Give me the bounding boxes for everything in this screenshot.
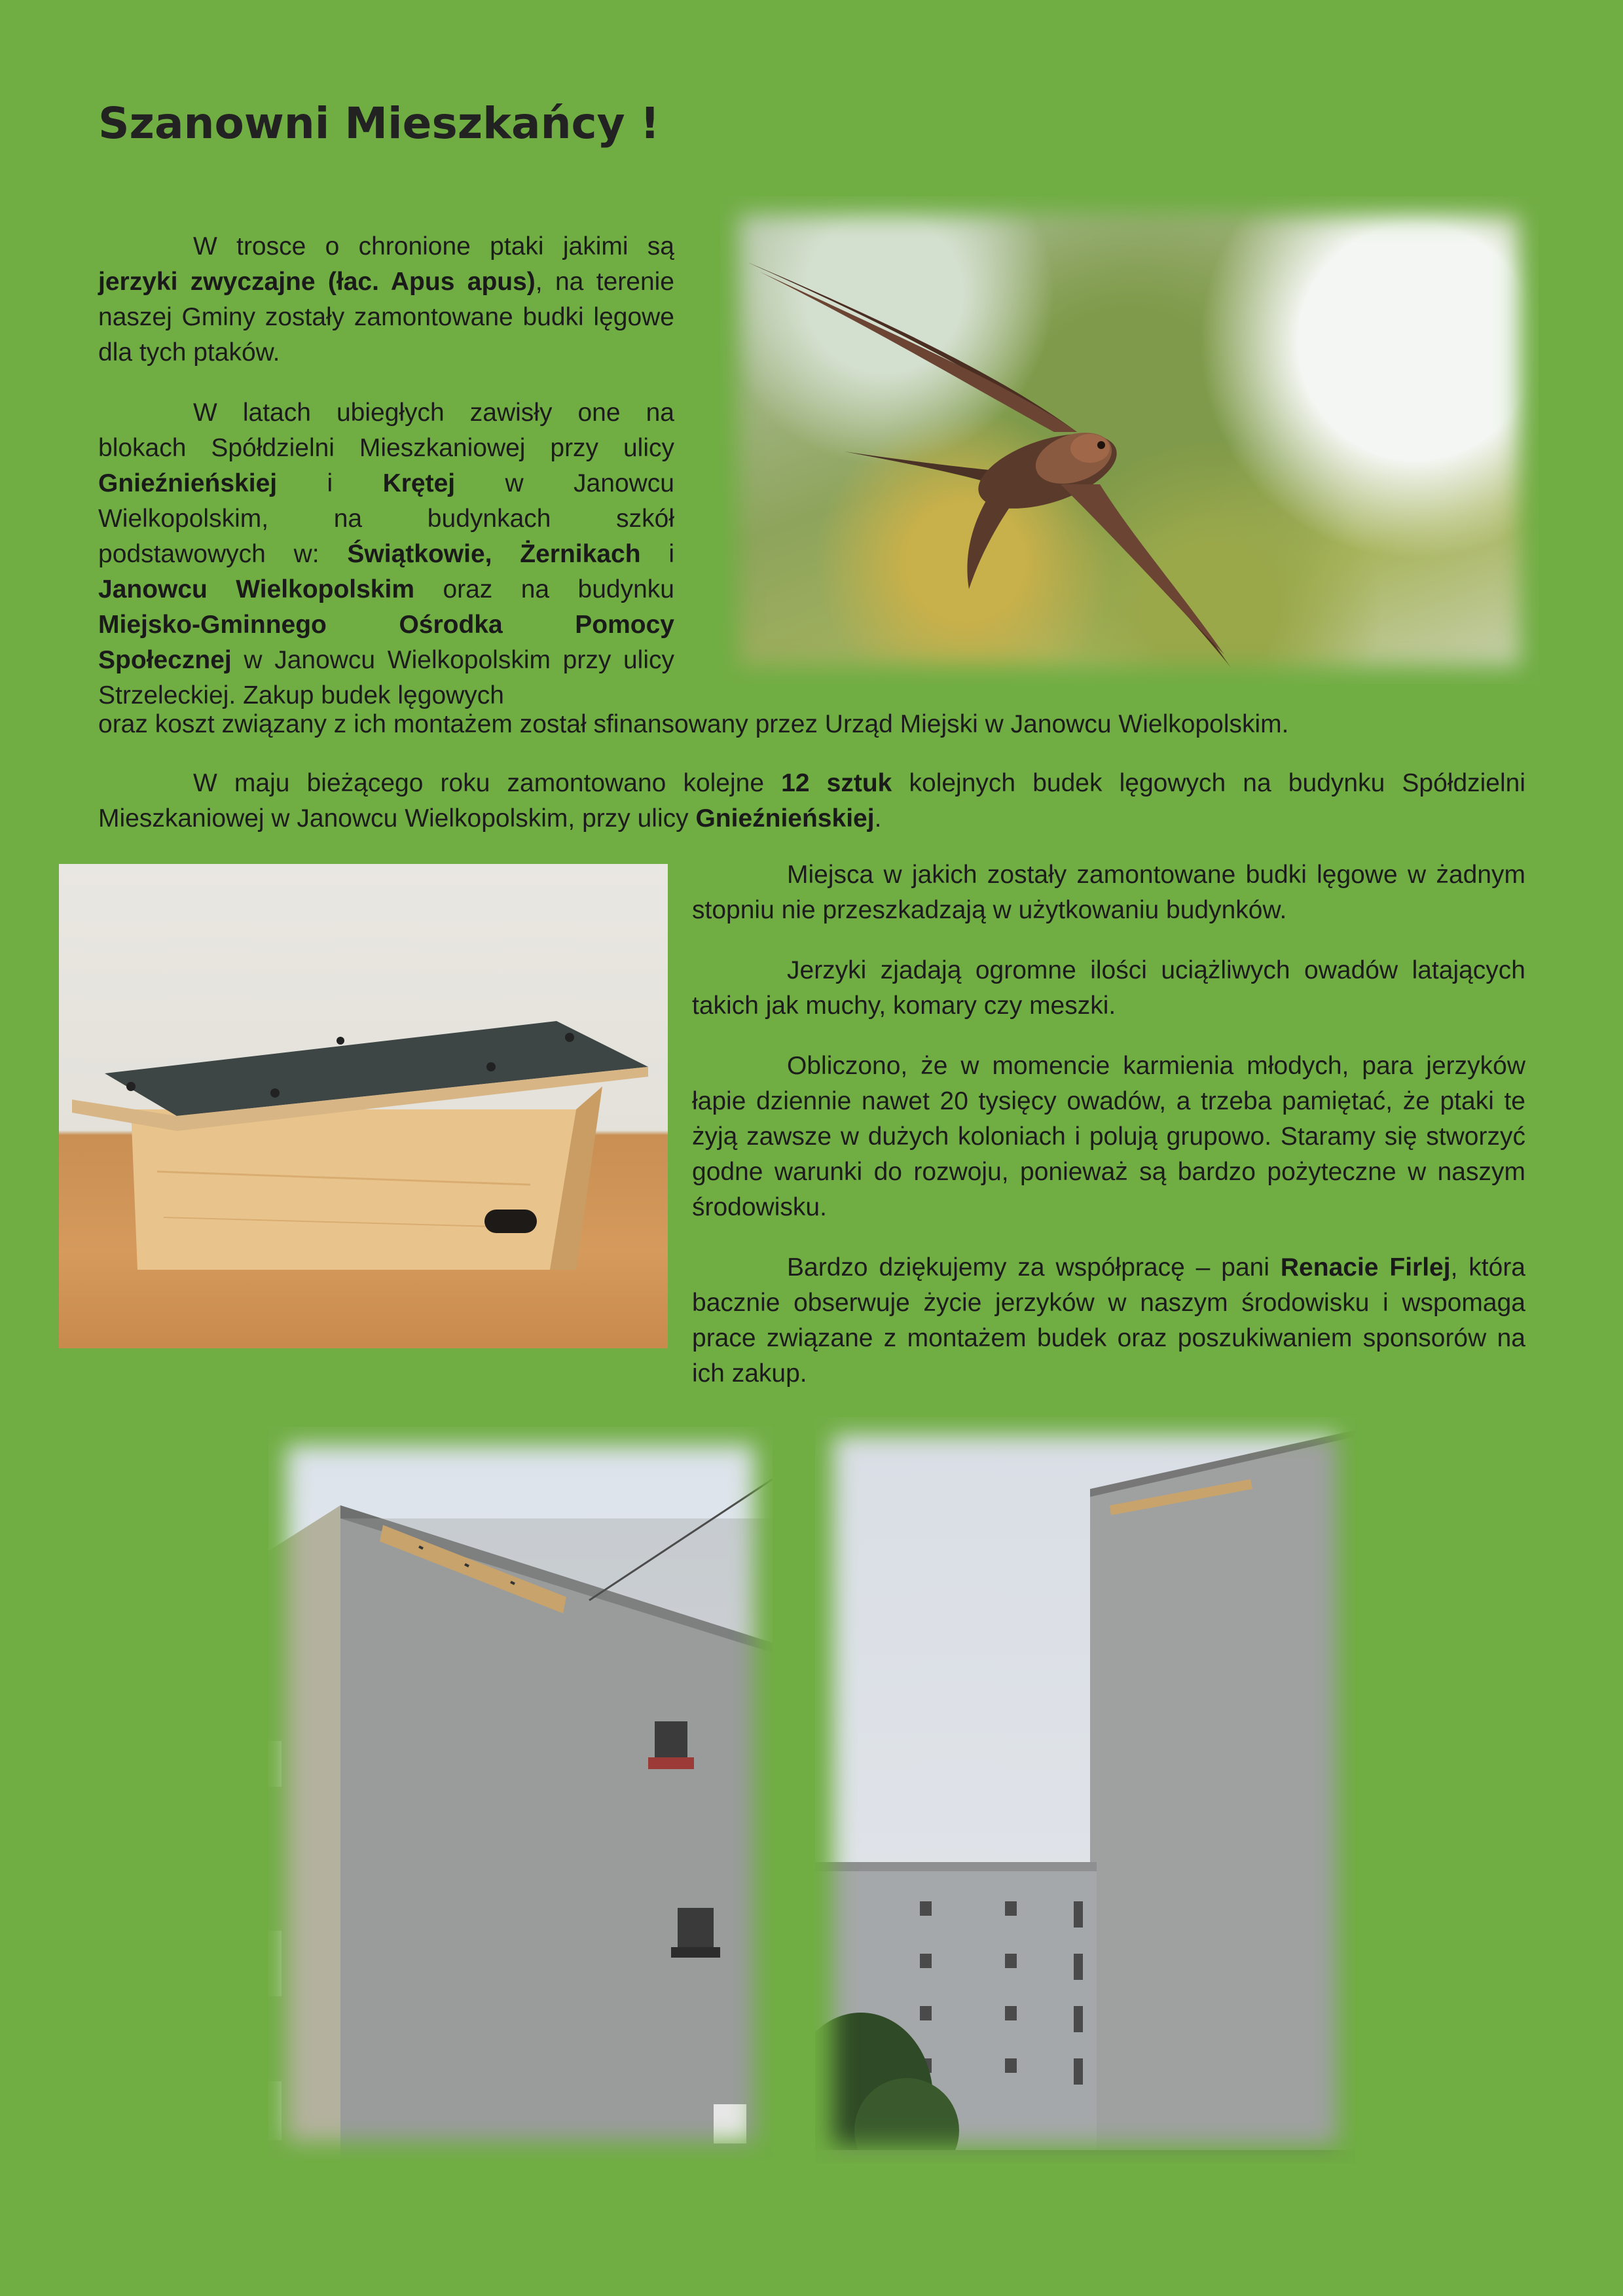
text-span: w Janowcu Wielkopolskim, na budynkach szkół podstawowych w: <box>98 469 674 568</box>
intro-paragraph-2 <box>98 395 674 713</box>
bold-species-name: jerzyki zwyczajne (łac. Apus apus) <box>98 268 536 296</box>
text-span: Bardzo dziękujemy za współpracę – pani <box>787 1253 1281 1282</box>
nest-box-photo <box>59 864 668 1348</box>
text-span: W latach ubiegłych zawisły one na blokach Spółdzielni Mieszkaniowej przy ulicy <box>98 399 674 462</box>
thanks-paragraph <box>692 1250 1525 1391</box>
text-span: w Janowcu Wielkopolskim przy ulicy Strzeleckiej. Zakup budek lęgowych <box>98 646 674 709</box>
building-illustration-2 <box>815 1417 1355 2163</box>
bold-institution-name: Miejsko-Gminnego Ośrodka Pomocy Społecznej <box>98 611 674 674</box>
bold-street-name: Gnieźnieńskiej <box>98 469 278 497</box>
intro-column <box>98 229 674 713</box>
building-with-nest-boxes-photo-2 <box>815 1417 1355 2163</box>
bold-place-names: Świątkowie, Żernikach <box>347 540 641 568</box>
building-illustration-1 <box>268 1427 773 2160</box>
text-span: , na terenie naszej Gminy zostały zamontowane budki lęgowe dla tych ptaków. <box>98 268 674 367</box>
info-column <box>692 857 1525 1416</box>
swift-in-flight-photo <box>720 196 1539 684</box>
text-span: i <box>640 540 674 568</box>
page-title: Szanowni Mieszkańcy ! <box>98 98 660 149</box>
bold-person-name: Renacie Firlej <box>1280 1253 1451 1282</box>
intro-paragraph-1 <box>98 229 674 370</box>
text-span: kolejnych budek lęgowych na budynku Spółdzielni Mieszkaniowej w Janowcu Wielkopolskim, przy ulicy <box>98 769 1526 833</box>
info-paragraph-feeding: Obliczono, że w momencie karmienia młodych, para jerzyków łapie dziennie nawet 20 tysięcy owadów, a trzeba pamiętać, że ptaki te żyją zawsze w dużych koloniach i polują grupowo. Staramy się stworzyć godne warunki do rozwoju, ponieważ są bardzo pożyteczne w naszym środowisku. <box>692 1052 1525 1221</box>
info-paragraph-insects: Jerzyki zjadają ogromne ilości uciążliwych owadów latających takich jak muchy, komary czy meszki. <box>692 956 1525 1020</box>
nest-box-illustration <box>59 864 668 1348</box>
bold-place-name: Janowcu Wielkopolskim <box>98 575 415 603</box>
text-span: W trosce o chronione ptaki jakimi są <box>193 232 674 260</box>
text-span: oraz na budynku <box>414 575 674 603</box>
text-span: i <box>277 469 383 497</box>
swift-bird-illustration <box>720 196 1539 684</box>
intro-paragraph-2-continuation: oraz koszt związany z ich montażem został sfinansowany przez Urząd Miejski w Janowcu Wielkopolskim. <box>98 710 1289 738</box>
bold-street-name: Gnieźnieńskiej <box>695 804 875 833</box>
text-span: . <box>874 804 882 833</box>
building-with-nest-boxes-photo-1 <box>268 1427 773 2160</box>
update-paragraph <box>98 766 1525 836</box>
text-span: W maju bieżącego roku zamontowano kolejne <box>193 769 782 797</box>
bold-street-name: Krętej <box>382 469 456 497</box>
bold-count: 12 sztuk <box>781 769 892 797</box>
info-paragraph-placement: Miejsca w jakich zostały zamontowane budki lęgowe w żadnym stopniu nie przeszkadzają w użytkowaniu budynków. <box>692 861 1525 924</box>
text-span: , która bacznie obserwuje życie jerzyków w naszym środowisku i wspomaga prace związane z montażem budek oraz poszukiwaniem sponsorów na ich zakup. <box>692 1253 1525 1388</box>
